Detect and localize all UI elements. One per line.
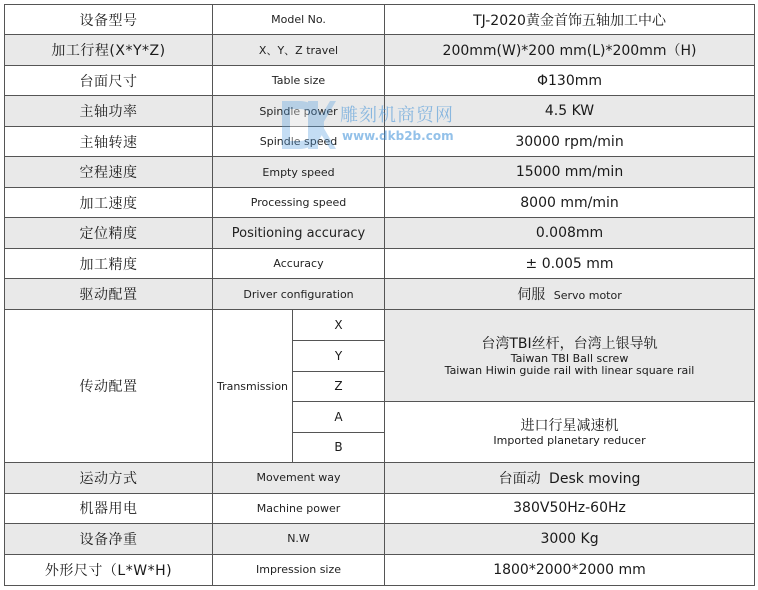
value	[385, 279, 755, 310]
transmission-ab-value	[385, 401, 755, 462]
label-cn: 外形尺寸（L*W*H)	[5, 554, 213, 585]
value: 380V50Hz-60Hz	[385, 493, 755, 523]
value: 3000 Kg	[385, 523, 755, 554]
label-en: Positioning accuracy	[213, 218, 385, 249]
value: 200mm(W)*200 mm(L)*200mm（H)	[385, 35, 755, 66]
value: 4.5 KW	[385, 96, 755, 127]
axis-x: X	[293, 310, 385, 340]
axis-b: B	[293, 432, 385, 462]
label-cn: 设备型号	[5, 5, 213, 35]
value-en: Desk moving	[549, 470, 641, 487]
label-en: Accuracy	[213, 249, 385, 279]
label-en: Machine power	[213, 493, 385, 523]
label-en: Model No.	[213, 5, 385, 35]
label-en: Empty speed	[213, 157, 385, 188]
value: 1800*2000*2000 mm	[385, 554, 755, 585]
row-spindle-speed	[5, 127, 755, 157]
label-cn: 加工精度	[5, 249, 213, 279]
row-model	[5, 5, 755, 35]
value: ± 0.005 mm	[385, 249, 755, 279]
spec-table	[4, 4, 755, 586]
label-cn: 驱动配置	[5, 279, 213, 310]
label-cn: 加工速度	[5, 188, 213, 218]
watermark-text: 雕刻机商贸网	[340, 105, 454, 126]
value: 15000 mm/min	[385, 157, 755, 188]
row-machine-power	[5, 493, 755, 523]
value-cn: 台湾TBI丝杆，台湾上银导轨	[481, 335, 658, 352]
label-en: Impression size	[213, 554, 385, 585]
value: Φ130mm	[385, 66, 755, 96]
value-en: Imported planetary reducer	[493, 433, 646, 447]
label-cn: 定位精度	[5, 218, 213, 249]
label-en: Spindle speed	[213, 127, 385, 157]
axis-a: A	[293, 401, 385, 432]
value: 30000 rpm/min	[385, 127, 755, 157]
label-cn: 机器用电	[5, 493, 213, 523]
label-cn: 台面尺寸	[5, 66, 213, 96]
value-cn: 台面动	[498, 470, 541, 487]
label-cn: 空程速度	[5, 157, 213, 188]
label-en: Spindle power	[213, 96, 385, 127]
value: 8000 mm/min	[385, 188, 755, 218]
row-spindle-power	[5, 96, 755, 127]
label-en: X、Y、Z travel	[213, 35, 385, 66]
label-en: Movement way	[213, 462, 385, 493]
value-en: Servo motor	[553, 289, 622, 303]
value-cn: 进口行星减速机	[520, 417, 619, 434]
row-movement	[5, 462, 755, 493]
row-positioning-accuracy	[5, 218, 755, 249]
label-en: Driver configuration	[213, 279, 385, 310]
value: TJ-2020黄金首饰五轴加工中心	[385, 5, 755, 35]
row-travel	[5, 35, 755, 66]
row-impression-size	[5, 554, 755, 585]
row-net-weight	[5, 523, 755, 554]
label-cn: 设备净重	[5, 523, 213, 554]
label-cn: 运动方式	[5, 462, 213, 493]
value: 0.008mm	[385, 218, 755, 249]
label-en: Transmission	[213, 310, 293, 462]
row-table-size	[5, 66, 755, 96]
value-en-1: Taiwan TBI Ball screw	[510, 351, 629, 365]
row-transmission-x	[5, 310, 755, 340]
row-empty-speed	[5, 157, 755, 188]
label-en: Table size	[213, 66, 385, 96]
row-driver	[5, 279, 755, 310]
watermark-url: www.dkb2b.com	[342, 129, 454, 143]
label-cn: 主轴功率	[5, 96, 213, 127]
label-cn: 主轴转速	[5, 127, 213, 157]
label-en: Processing speed	[213, 188, 385, 218]
value	[385, 462, 755, 493]
row-processing-speed	[5, 188, 755, 218]
transmission-xyz-value	[385, 310, 755, 401]
label-cn: 传动配置	[5, 310, 213, 462]
axis-y: Y	[293, 340, 385, 371]
axis-z: Z	[293, 371, 385, 401]
row-accuracy	[5, 249, 755, 279]
label-en: N.W	[213, 523, 385, 554]
value-en-2: Taiwan Hiwin guide rail with linear square rail	[444, 363, 695, 377]
value-cn: 伺服	[517, 287, 546, 304]
label-cn: 加工行程(X*Y*Z)	[5, 35, 213, 66]
